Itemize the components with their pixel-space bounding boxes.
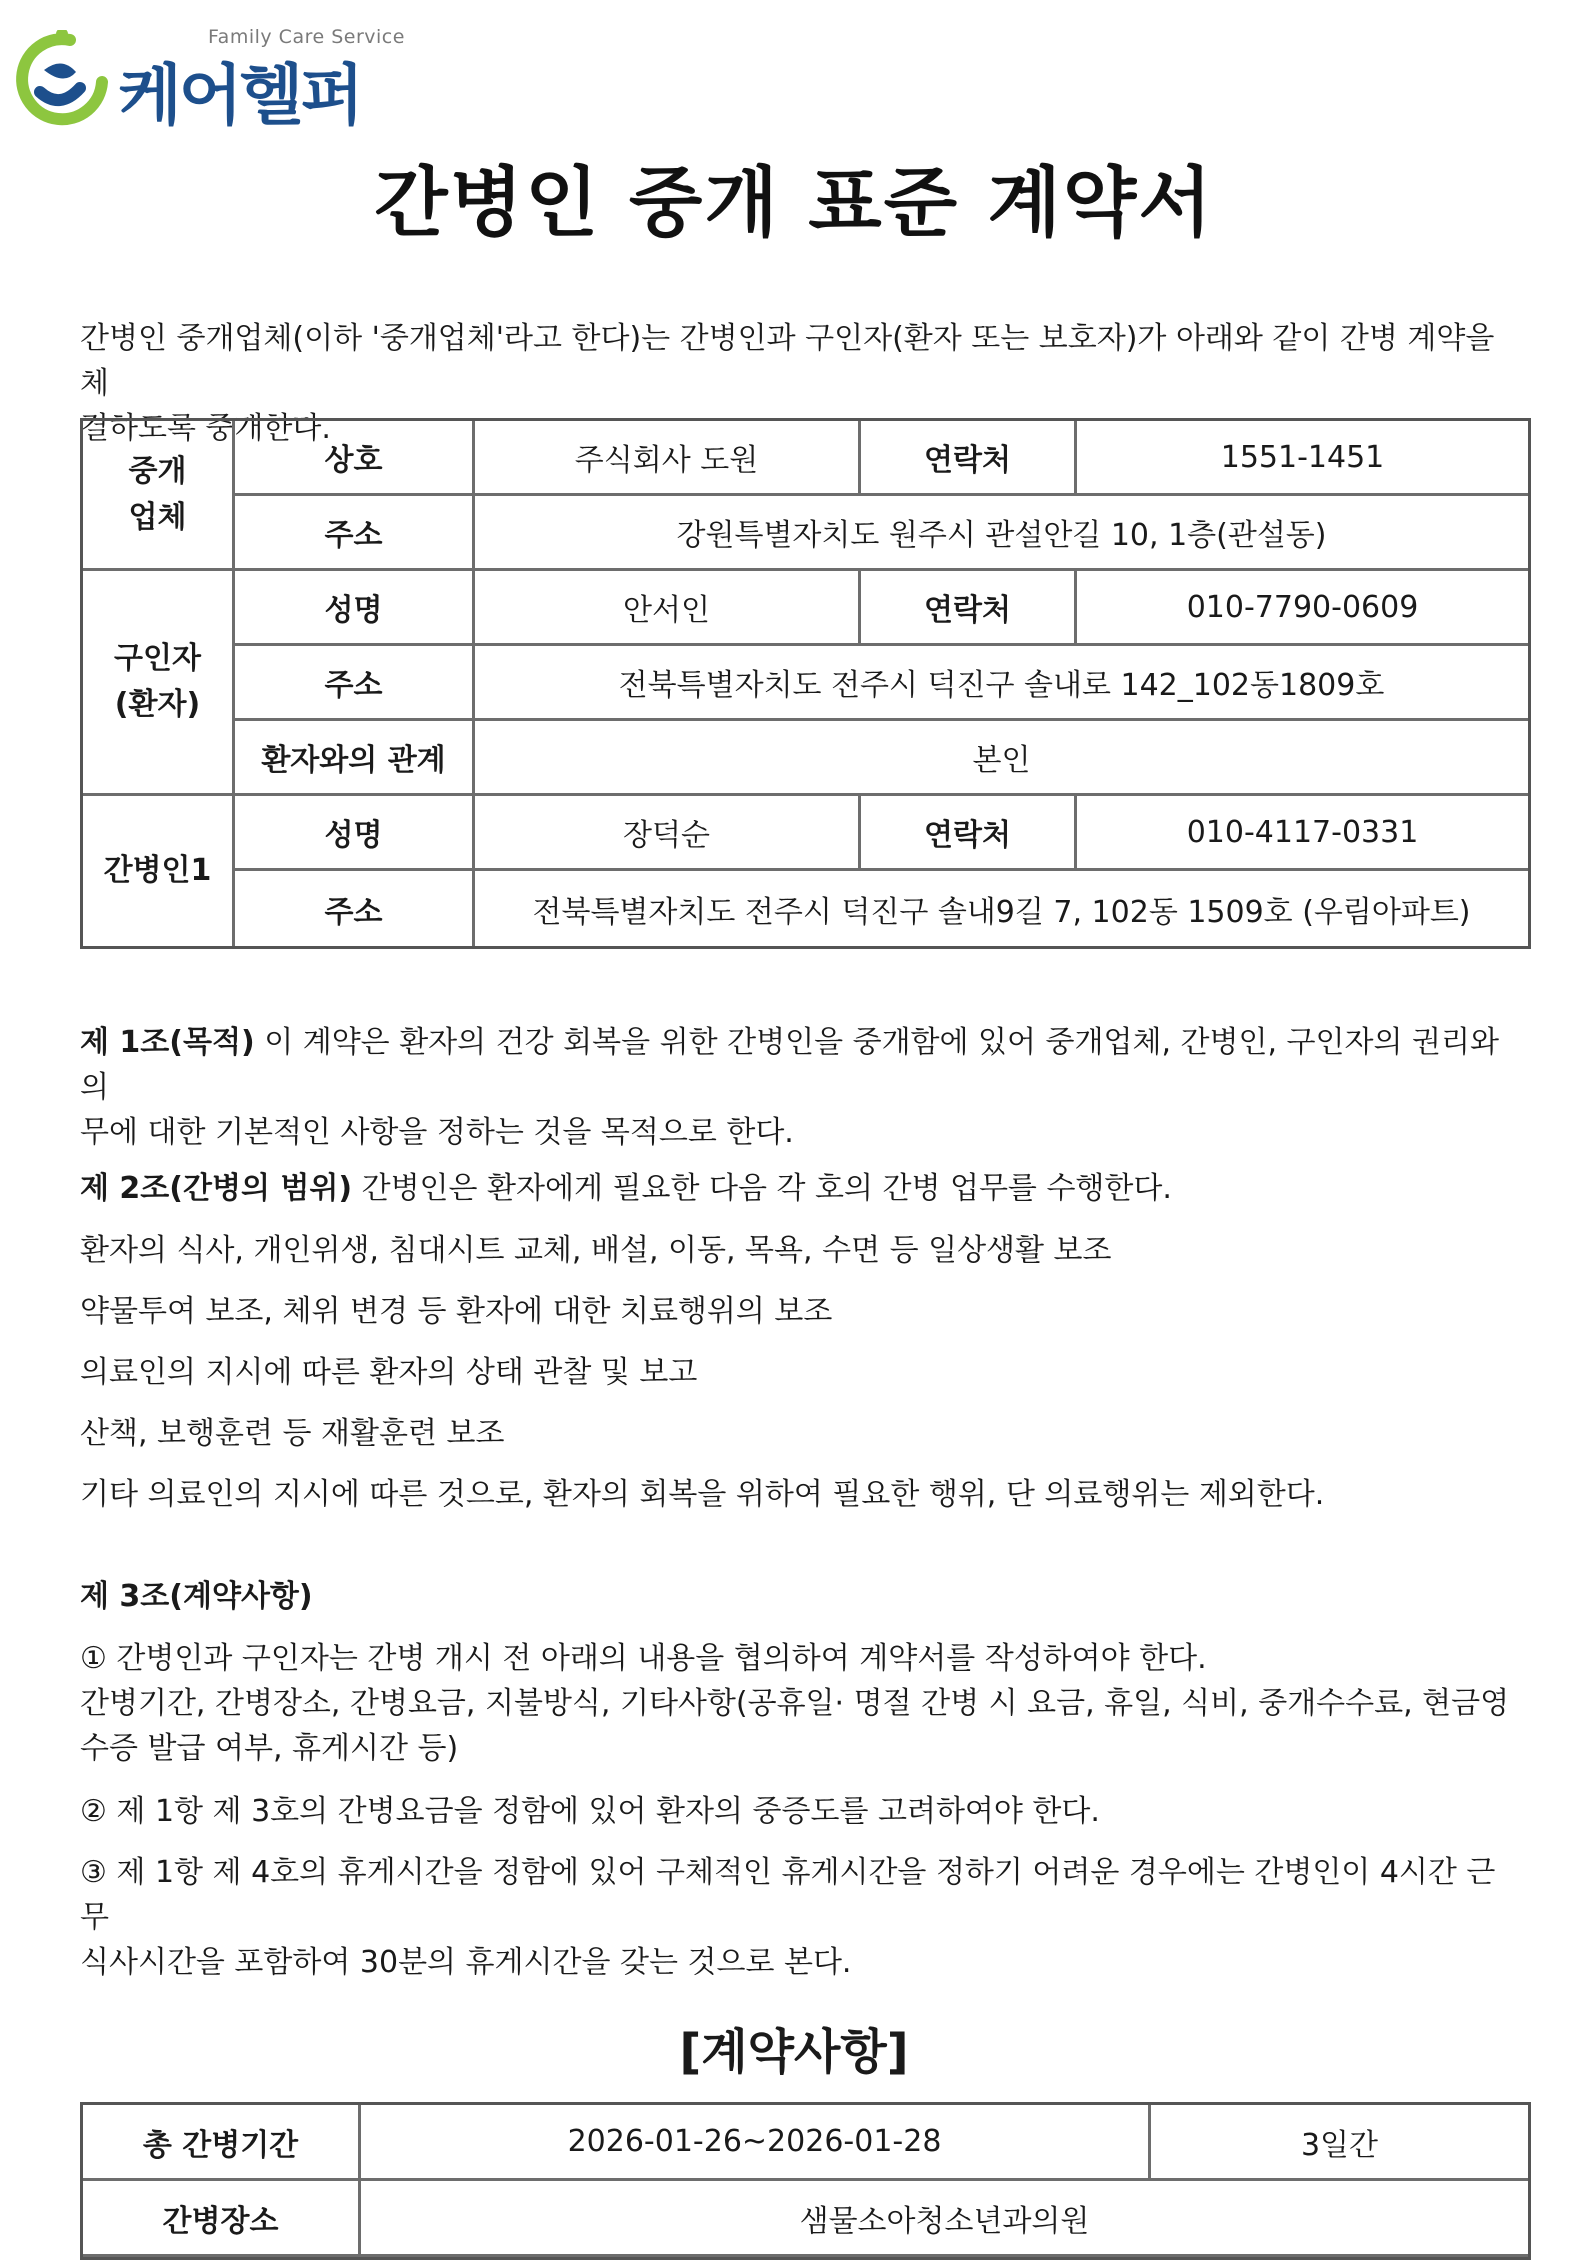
client-row-3 (83, 721, 1528, 796)
duration-value: 3일간 (1151, 2105, 1528, 2181)
article-2-item-4: 산책, 보행훈련 등 재활훈련 보조 (80, 1416, 505, 1451)
article-3-para-1-line-1: ① 간병인과 구인자는 간병 개시 전 아래의 내용을 협의하여 계약서를 작성하여야 한다. (80, 1641, 1207, 1676)
client-relation-value: 본인 (475, 721, 1528, 796)
article-2-item-2: 약물투여 보조, 체위 변경 등 환자에 대한 치료행위의 보조 (80, 1294, 833, 1329)
article-3-heading: 제 3조(계약사항) (80, 1579, 313, 1614)
intro-line-2: 결하도록 중개한다. (80, 411, 331, 446)
article-2-heading: 제 2조(간병의 범위) (80, 1171, 353, 1206)
caregiver-name-value: 장덕순 (475, 796, 861, 871)
client-group-label: 구인자 (환자) (83, 571, 235, 796)
place-value: 샘물소아청소년과의원 (361, 2181, 1528, 2257)
article-3-para-3 (80, 1850, 1520, 1985)
agency-phone-value: 1551-1451 (1077, 421, 1528, 496)
caregiver-address-label: 주소 (235, 871, 475, 946)
caregiver-name-label: 성명 (235, 796, 475, 871)
agency-name-value: 주식회사 도원 (475, 421, 861, 496)
client-row-2 (83, 646, 1528, 721)
parties-table (80, 418, 1531, 949)
agency-address-label: 주소 (235, 496, 475, 571)
caregiver-row-2 (83, 871, 1528, 946)
intro-line-1: 간병인 중개업체(이하 '중개업체'라고 한다)는 간병인과 구인자(환자 또는 보호자)가 아래와 같이 간병 계약을 체 (80, 321, 1495, 401)
client-name-value: 안서인 (475, 571, 861, 646)
client-row-1 (83, 571, 1528, 646)
article-3-para-2: ② 제 1항 제 3호의 간병요금을 정함에 있어 환자의 중증도를 고려하여야 한다. (80, 1794, 1100, 1829)
article-3-para-1-line-3: 수증 발급 여부, 휴게시간 등) (80, 1731, 459, 1766)
period-row (83, 2105, 1528, 2181)
brand-logo (10, 22, 410, 132)
article-1-heading: 제 1조(목적) (80, 1025, 255, 1060)
article-2-text: 간병인은 환자에게 필요한 다음 각 호의 간병 업무를 수행한다. (352, 1171, 1172, 1206)
agency-address-value: 강원특별자치도 원주시 관설안길 10, 1층(관설동) (475, 496, 1528, 571)
contract-terms-heading: [계약사항] (679, 2024, 909, 2080)
article-3-para-1 (80, 1636, 1520, 1771)
article-2-intro (80, 1166, 1520, 1211)
brand-tagline: Family Care Service (208, 26, 405, 48)
article-2-item-3: 의료인의 지시에 따른 환자의 상태 관찰 및 보고 (80, 1355, 698, 1390)
period-value: 2026-01-26~2026-01-28 (361, 2105, 1151, 2181)
article-3-para-1-line-2: 간병기간, 간병장소, 간병요금, 지불방식, 기타사항(공휴일· 명절 간병 시 요금, 휴일, 식비, 중개수수료, 현금영 (80, 1686, 1510, 1721)
article-1-text-line-2: 무에 대한 기본적인 사항을 정하는 것을 목적으로 한다. (80, 1115, 794, 1150)
contract-terms-table (80, 2102, 1531, 2260)
brand-name: 케어헬퍼 (118, 57, 362, 134)
article-2-item-5: 기타 의료인의 지시에 따른 것으로, 환자의 회복을 위하여 필요한 행위, 단 의료행위는 제외한다. (80, 1477, 1325, 1512)
client-relation-label: 환자와의 관계 (235, 721, 475, 796)
article-3-para-3-line-2: 식사시간을 포함하여 30분의 휴게시간을 갖는 것으로 본다. (80, 1945, 852, 1980)
agency-group-label: 중개 업체 (83, 421, 235, 571)
caregiver-row-1 (83, 796, 1528, 871)
article-1 (80, 1020, 1520, 1155)
client-name-label: 성명 (235, 571, 475, 646)
client-phone-value: 010-7790-0609 (1077, 571, 1528, 646)
caregiver-group-label: 간병인1 (83, 796, 235, 946)
period-label: 총 간병기간 (83, 2105, 361, 2181)
client-phone-label: 연락처 (861, 571, 1077, 646)
caregiver-phone-label: 연락처 (861, 796, 1077, 871)
place-label: 간병장소 (83, 2181, 361, 2257)
client-address-label: 주소 (235, 646, 475, 721)
care-helper-logo-icon (10, 30, 110, 130)
article-2-item-1: 환자의 식사, 개인위생, 침대시트 교체, 배설, 이동, 목욕, 수면 등 일상생활 보조 (80, 1233, 1112, 1268)
article-1-text: 이 계약은 환자의 건강 회복을 위한 간병인을 중개함에 있어 중개업체, 간병인, 구인자의 권리와 의 (80, 1025, 1499, 1105)
agency-row-1 (83, 421, 1528, 496)
client-address-value: 전북특별자치도 전주시 덕진구 솔내로 142_102동1809호 (475, 646, 1528, 721)
document-title: 간병인 중개 표준 계약서 (374, 158, 1214, 247)
caregiver-address-value: 전북특별자치도 전주시 덕진구 솔내9길 7, 102동 1509호 (우림아파트) (532, 894, 1471, 930)
agency-name-label: 상호 (235, 421, 475, 496)
agency-phone-label: 연락처 (861, 421, 1077, 496)
article-3-para-3-line-1: ③ 제 1항 제 4호의 휴게시간을 정함에 있어 구체적인 휴게시간을 정하기 어려운 경우에는 간병인이 4시간 근무 (80, 1855, 1496, 1935)
caregiver-phone-value: 010-4117-0331 (1077, 796, 1528, 871)
place-row (83, 2181, 1528, 2257)
agency-row-2 (83, 496, 1528, 571)
